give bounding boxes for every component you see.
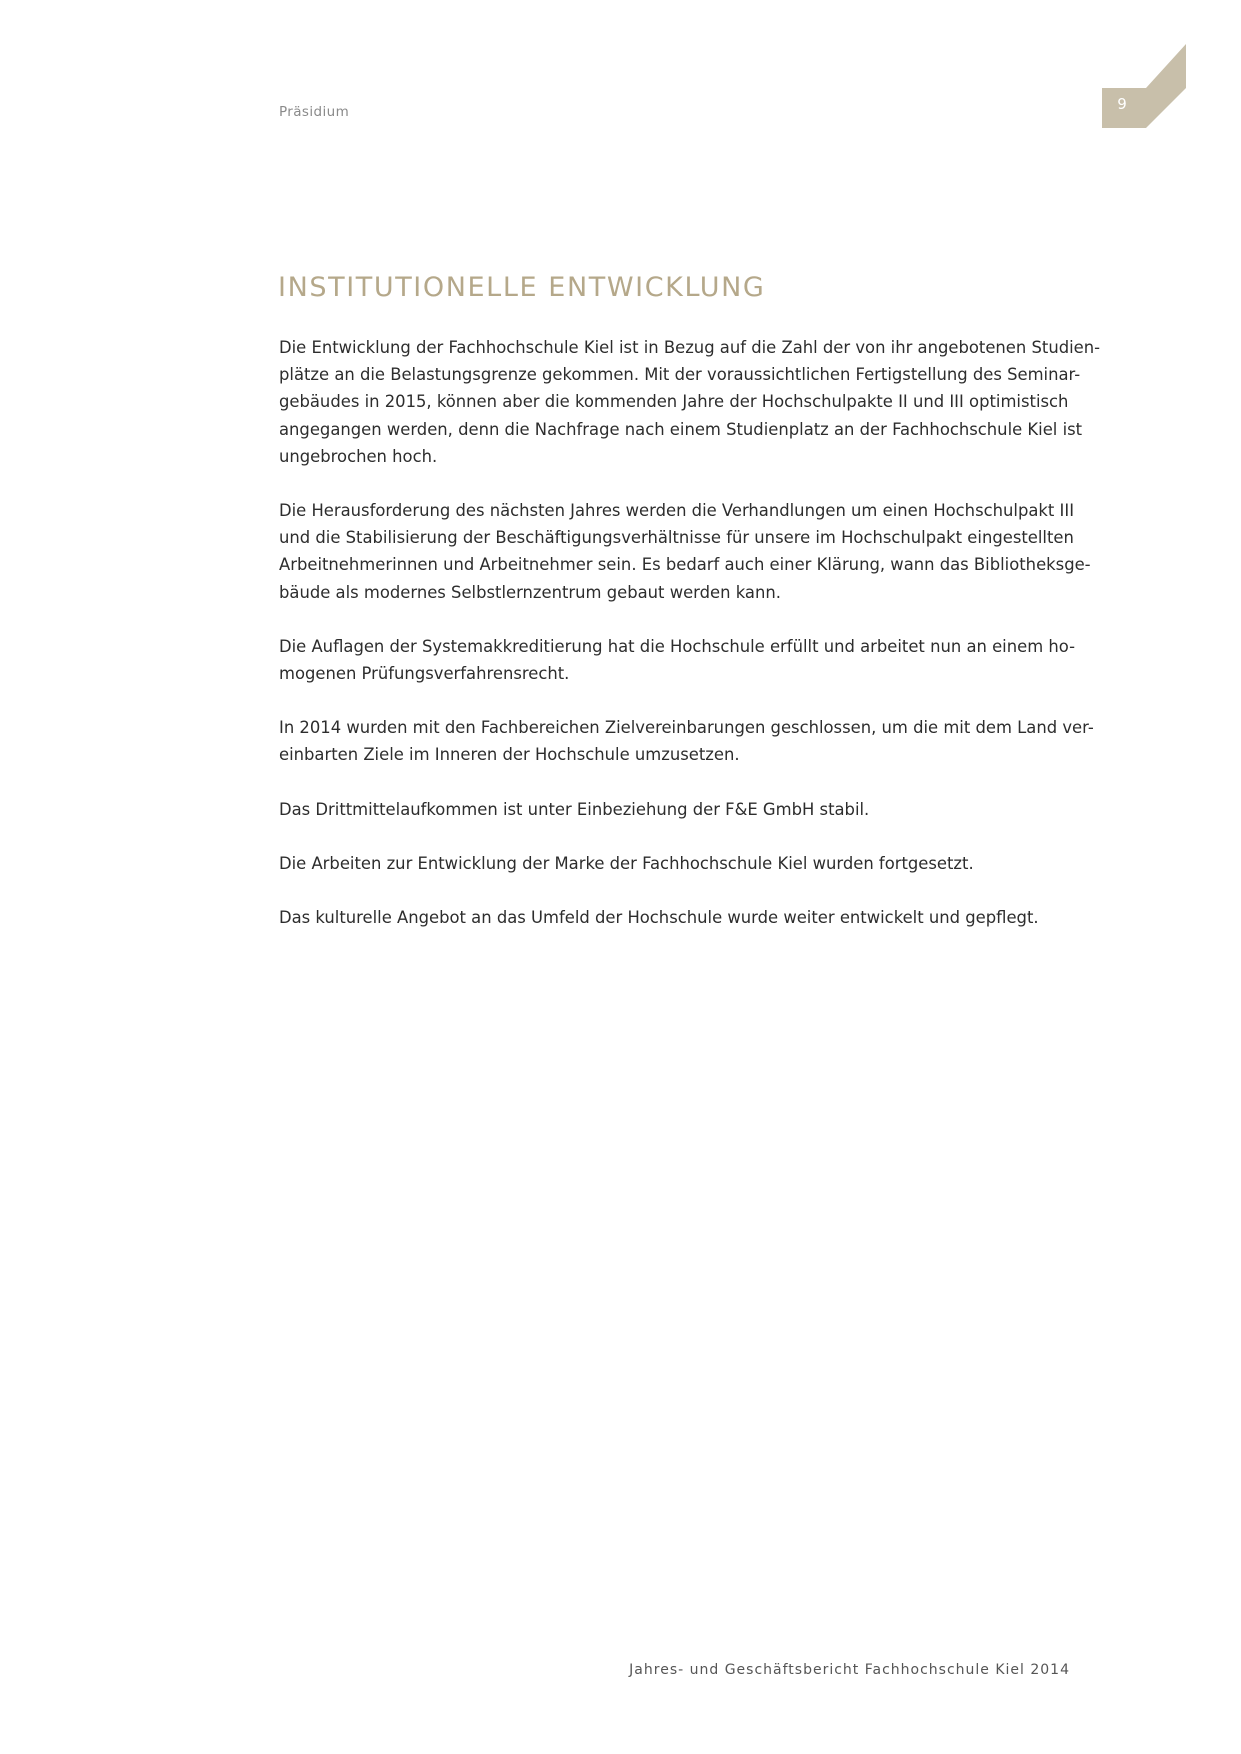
text-line: Das Drittmittelaufkommen ist unter Einbeziehung der F&E GmbH stabil. [279, 799, 870, 819]
text-line: mogenen Prüfungsverfahrensrecht. [279, 664, 570, 684]
text-line: bäude als modernes Selbstlernzentrum gebaut werden kann. [279, 582, 781, 602]
text-line: angegangen werden, denn die Nachfrage nach einem Studienplatz an der Fachhochschule Kiel ist [279, 419, 1083, 439]
footer-report-title: Jahres- und Geschäftsbericht Fachhochschule Kiel 2014 [629, 1662, 1070, 1678]
paragraph [279, 714, 1094, 768]
text-line: und die Stabilisierung der Beschäftigungsverhältnisse für unsere im Hochschulpakt eingestellten [279, 528, 1074, 548]
section-label: Präsidium [279, 104, 350, 120]
text-line: gebäudes in 2015, können aber die kommenden Jahre der Hochschulpakte II und III optimistisch [279, 392, 1069, 412]
text-line: Arbeitnehmerinnen und Arbeitnehmer sein. Es bedarf auch einer Klärung, wann das Bibliotheksge- [279, 555, 1091, 575]
text-line: Das kulturelle Angebot an das Umfeld der Hochschule wurde weiter entwickelt und gepflegt. [279, 908, 1039, 928]
paragraph [279, 850, 1079, 877]
text-line: plätze an die Belastungsgrenze gekommen. Mit der voraussichtlichen Fertigstellung des Seminar- [279, 365, 1081, 385]
paragraph [279, 633, 1079, 687]
paragraph [279, 796, 1079, 823]
page-tab-shape [1102, 44, 1186, 128]
text-line: einbarten Ziele im Inneren der Hochschule umzusetzen. [279, 745, 740, 765]
text-line: Die Entwicklung der Fachhochschule Kiel ist in Bezug auf die Zahl der von ihr angebotenen Studien- [279, 338, 1101, 357]
page-tab-graphic [1102, 44, 1186, 128]
text-line: Die Herausforderung des nächsten Jahres werden die Verhandlungen um einen Hochschulpakt III [279, 501, 1075, 521]
page-number: 9 [1117, 95, 1127, 113]
text-line: Die Arbeiten zur Entwicklung der Marke der Fachhochschule Kiel wurden fortgesetzt. [279, 853, 974, 873]
text-line: Die Auflagen der Systemakkreditierung hat die Hochschule erfüllt und arbeitet nun an einem ho- [279, 636, 1076, 656]
body-text [279, 334, 1101, 958]
paragraph [279, 497, 1091, 606]
text-line: In 2014 wurden mit den Fachbereichen Zielvereinbarungen geschlossen, um die mit dem Land ver- [279, 718, 1094, 738]
paragraph [279, 904, 1079, 931]
paragraph [279, 334, 1101, 470]
section-heading: INSTITUTIONELLE ENTWICKLUNG [278, 272, 766, 303]
text-line: ungebrochen hoch. [279, 446, 438, 466]
